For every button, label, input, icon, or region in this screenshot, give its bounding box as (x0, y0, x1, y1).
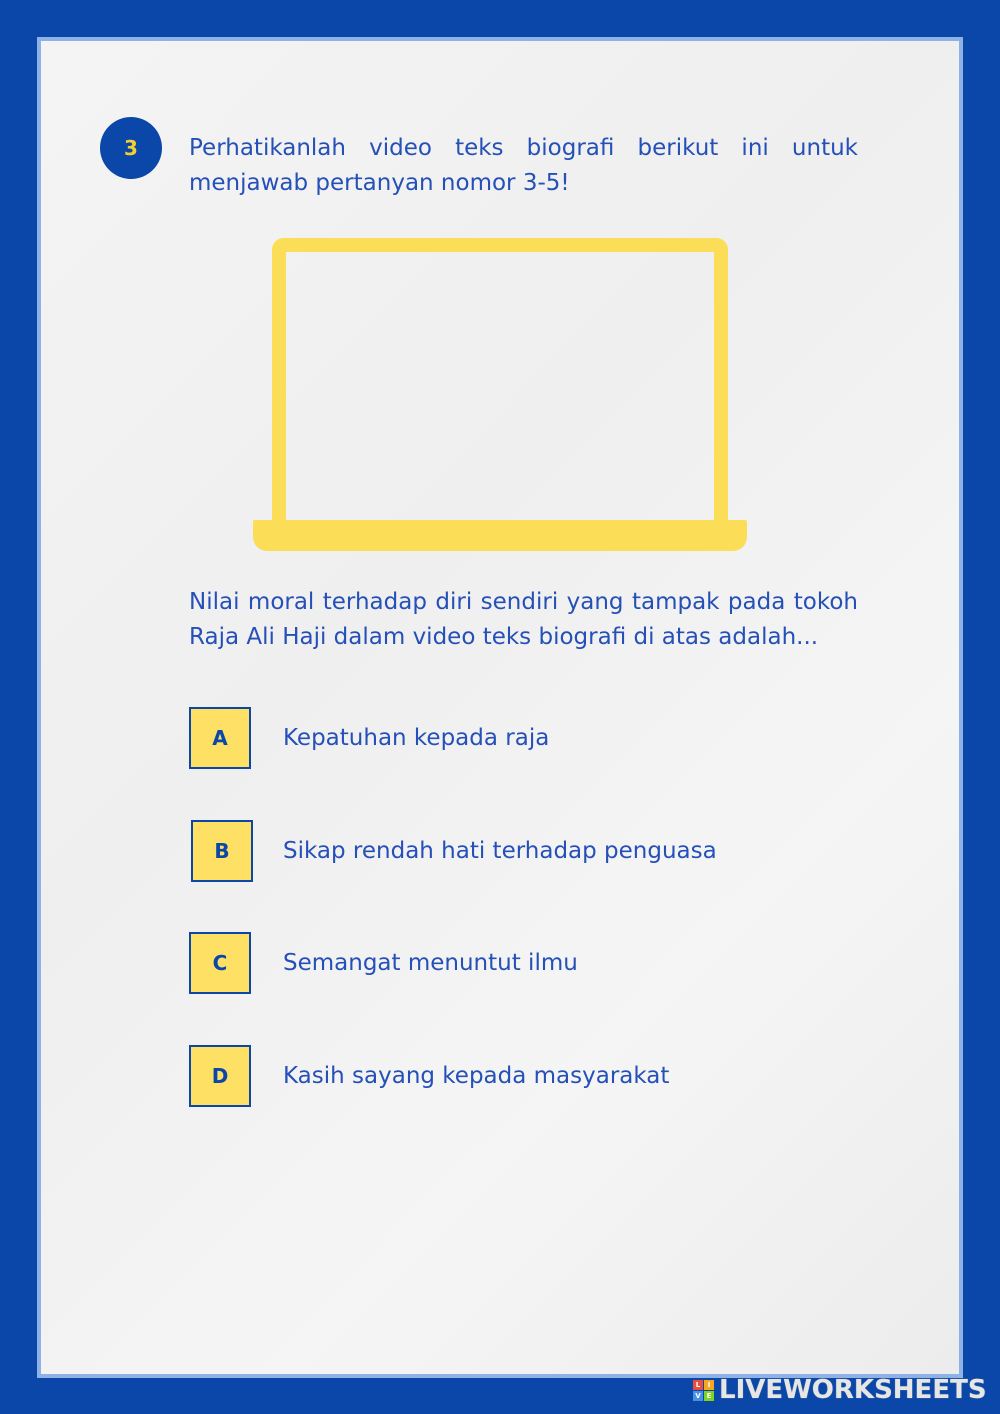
question-intro-text: Perhatikanlah video teks biografi berikut ini untuk menjawab pertanyan nomor 3-5! (189, 135, 858, 196)
option-letter-box[interactable]: B (191, 820, 253, 882)
watermark-text: LIVEWORKSHEETS (719, 1375, 987, 1405)
option-letter-box[interactable]: D (189, 1045, 251, 1107)
option-a[interactable] (189, 707, 889, 769)
option-text[interactable]: Kasih sayang kepada masyarakat (283, 1063, 670, 1089)
logo-tile-v: V (693, 1391, 703, 1401)
video-player-frame[interactable] (272, 238, 728, 528)
logo-tile-l: L (693, 1380, 703, 1390)
laptop-base-icon (253, 520, 747, 551)
option-d[interactable] (189, 1045, 889, 1107)
liveworksheets-logo-icon (693, 1380, 714, 1401)
option-letter-box[interactable]: A (189, 707, 251, 769)
question-prompt-text: Nilai moral terhadap diri sendiri yang tampak pada tokoh Raja Ali Haji dalam video teks biografi di atas adalah... (189, 589, 858, 650)
option-text[interactable]: Kepatuhan kepada raja (283, 725, 550, 751)
logo-tile-i: I (704, 1380, 714, 1390)
option-b[interactable] (191, 820, 891, 882)
question-number-badge: 3 (100, 117, 162, 179)
logo-tile-e: E (704, 1391, 714, 1401)
option-text[interactable]: Sikap rendah hati terhadap penguasa (283, 838, 717, 864)
option-c[interactable] (189, 932, 889, 994)
option-text[interactable]: Semangat menuntut ilmu (283, 950, 578, 976)
option-letter-box[interactable]: C (189, 932, 251, 994)
liveworksheets-watermark (693, 1375, 987, 1405)
